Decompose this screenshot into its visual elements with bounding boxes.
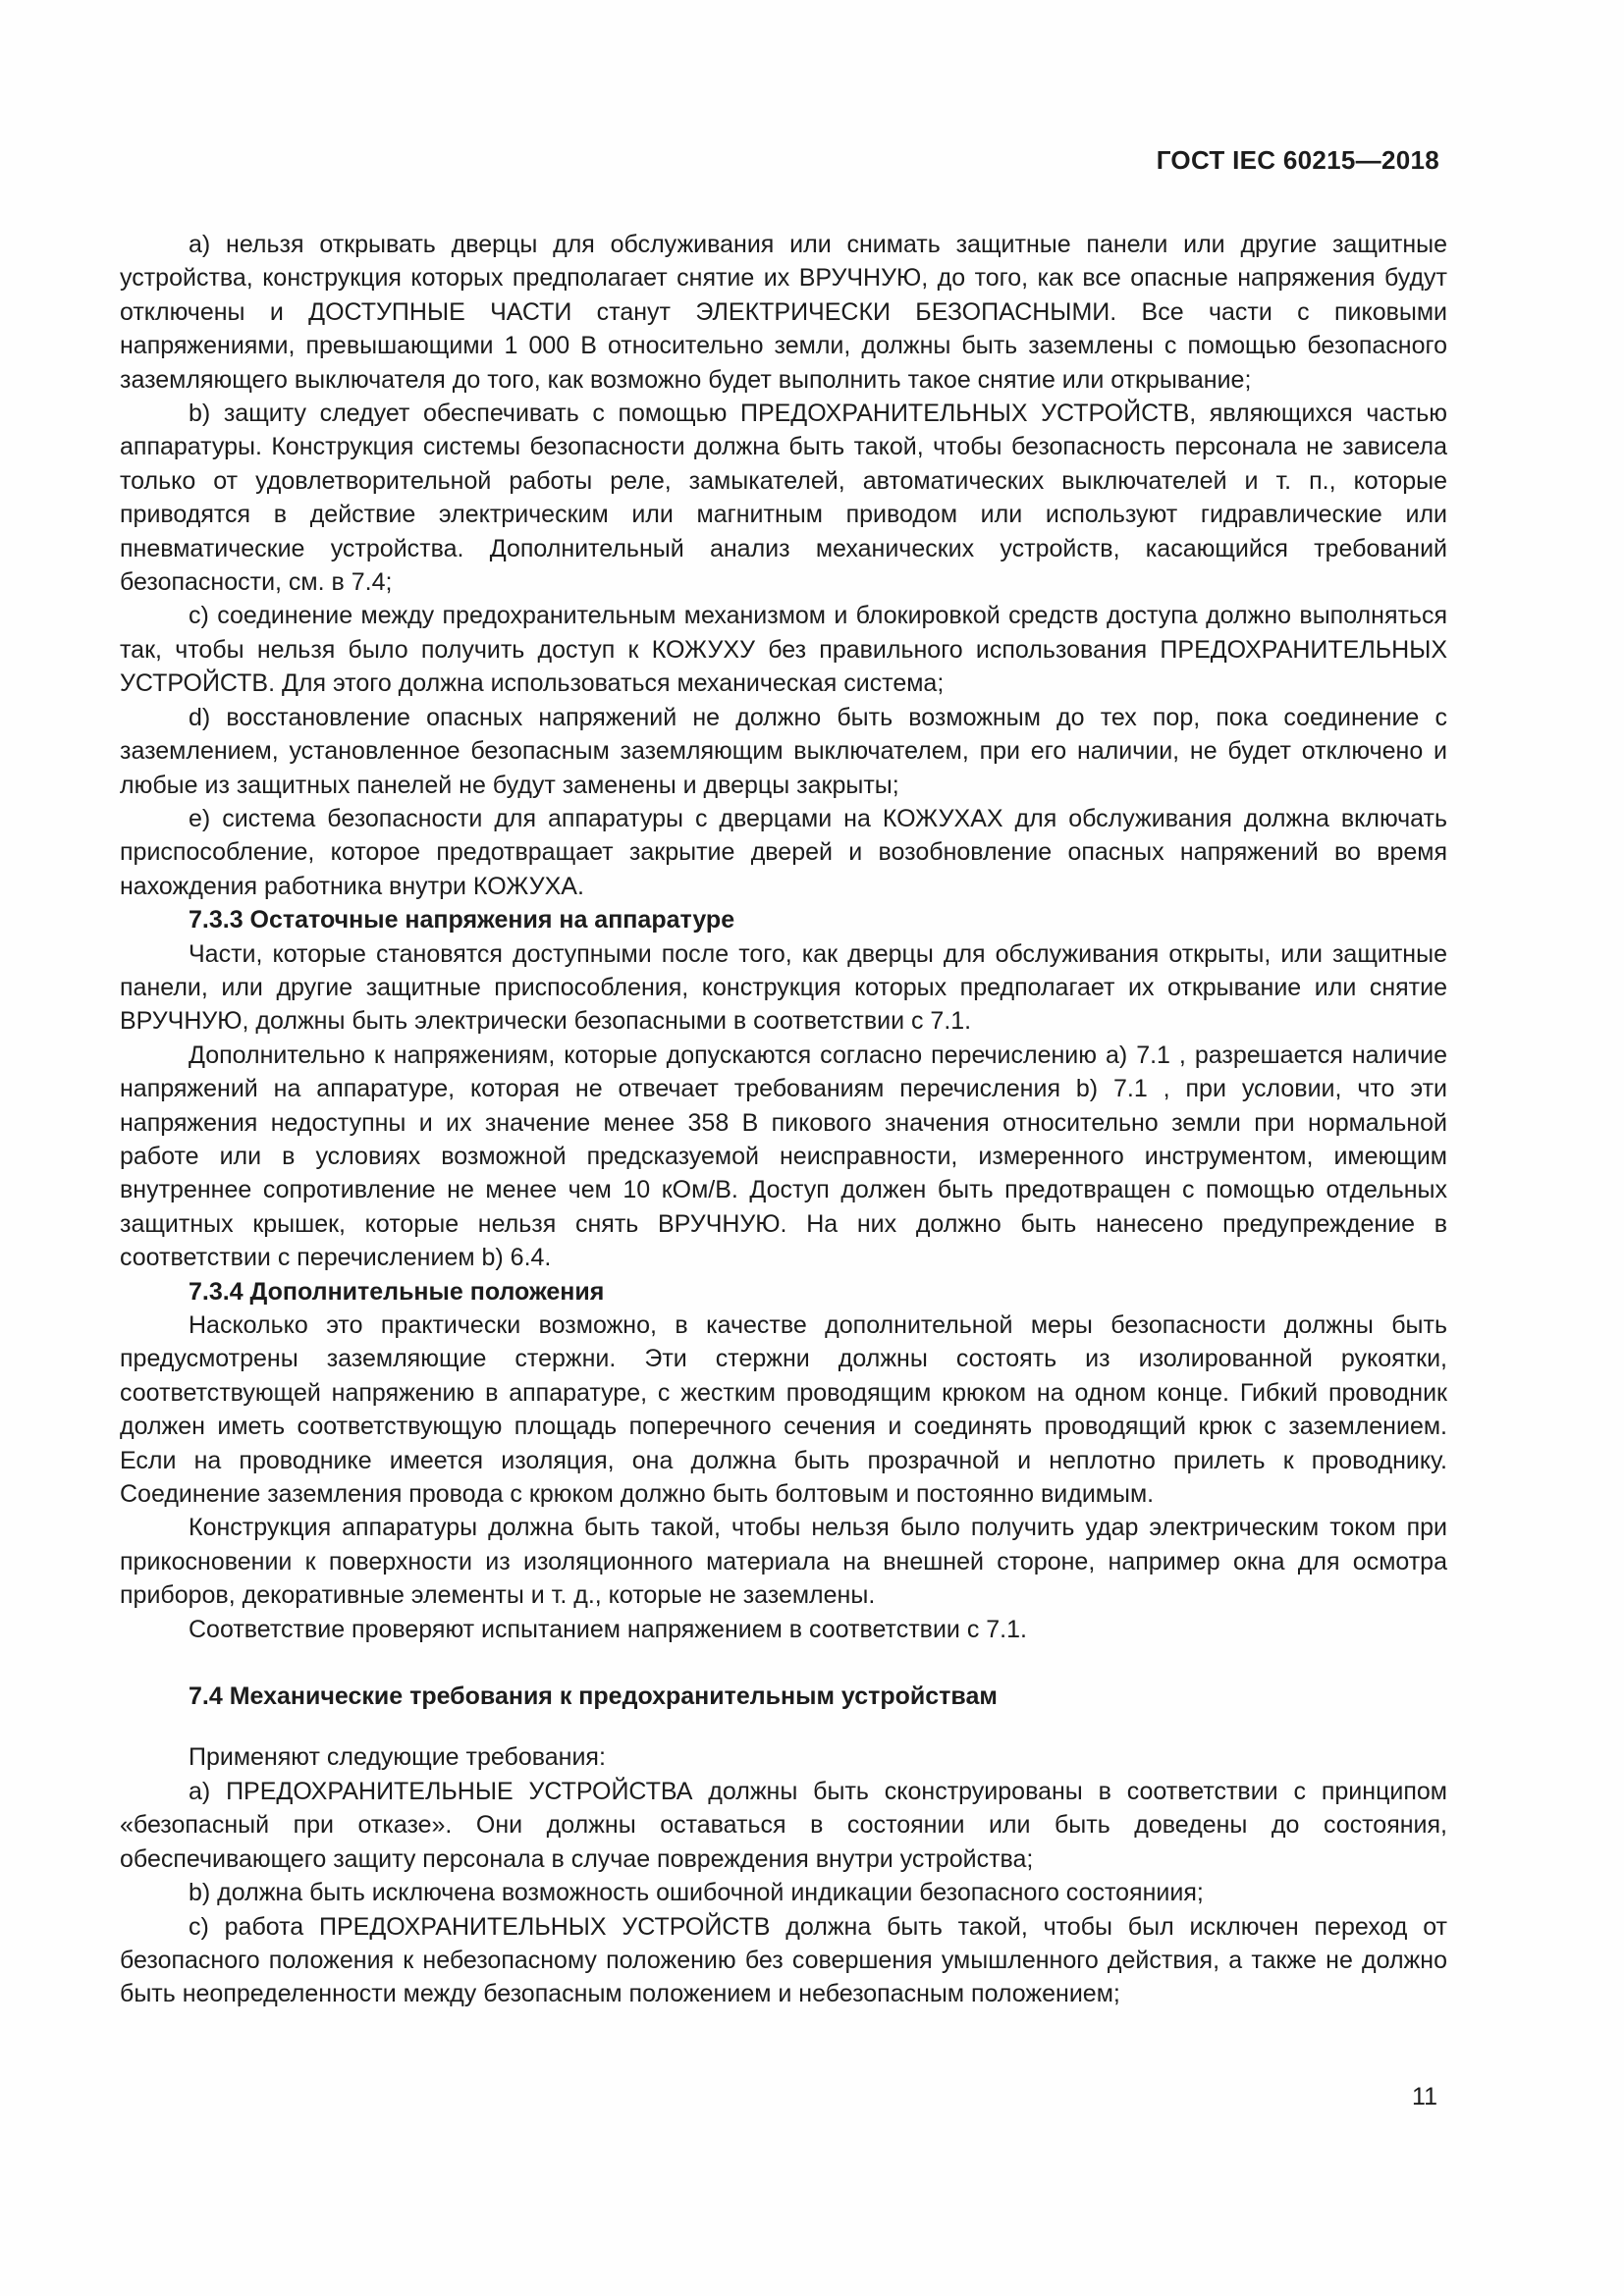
paragraph-7-3-4-compliance: Соответствие проверяют испытанием напряжением в соответствии с 7.1. [189, 1615, 1027, 1643]
item-e-enclosure-doors: е) система безопасности для аппаратуры с дверцами на КОЖУХАХ для обслуживания должна включать приспособление, которое предотвращает закрытие дверей и возобновление опасных напряжений во время нахождения работника внутри КОЖУХА. [120, 804, 1447, 900]
paragraph-7-3-3-additional-voltages: Дополнительно к напряжениям, которые допускаются согласно перечислению а) 7.1 , разрешается наличие напряжений на аппаратуре, которая не отвечает требованиям перечисления b) 7.1 , при условии, что эти напряжения недоступны и их значение менее 358 В пикового значения относительно земли при нормальной работе или в условиях возможной предсказуемой неисправности, измеренного инструментом, имеющим внутреннее сопротивление не менее чем 10 кОм/В. Доступ должен быть предотвращен с помощью отдельных защитных крышек, которые нельзя снять ВРУЧНУЮ. На них должно быть нанесено предупреждение в соответствии с перечислением b) 6.4. [120, 1041, 1447, 1272]
item-7-4-a-fail-safe: а) ПРЕДОХРАНИТЕЛЬНЫЕ УСТРОЙСТВА должны быть сконструированы в соответствии с принципом «безопасный при отказе». Они должны оставаться в состоянии или быть доведены до состояния, обеспечивающего защиту персонала в случае повреждения внутри устройства; [120, 1777, 1447, 1873]
section-heading-7-4: 7.4 Механические требования к предохранительным устройствам [189, 1682, 998, 1711]
document-code-header: ГОСТ IEC 60215—2018 [1156, 145, 1439, 175]
item-d-restore-voltage: d) восстановление опасных напряжений не должно быть возможным до тех пор, пока соединение с заземлением, установленное безопасным заземляющим выключателем, при его наличии, не будет отключено и любые из защитных панелей не будут заменены и дверцы закрыты; [120, 703, 1447, 799]
page-number: 11 [1412, 2083, 1437, 2110]
item-7-4-c-operation: с) работа ПРЕДОХРАНИТЕЛЬНЫХ УСТРОЙСТВ должна быть такой, чтобы был исключен переход от безопасного положения к небезопасному положению без совершения умышленного действия, а также не должно быть неопределенности между безопасным положением и небезопасным положением; [120, 1912, 1447, 2008]
paragraph-7-3-4-insulating-surfaces: Конструкция аппаратуры должна быть такой, чтобы нельзя было получить удар электрическим током при прикосновении к поверхности из изоляционного материала на внешней стороне, например окна для осмотра приборов, декоративные элементы и т. д., которые не заземлены. [120, 1514, 1447, 1610]
paragraph-7-3-3-accessible-parts: Части, которые становятся доступными после того, как дверцы для обслуживания открыты, или защитные панели, или другие защитные приспособления, конструкция которых предполагает их открывание или снятие ВРУЧНУЮ, должны быть электрически безопасными в соответствии с 7.1. [120, 939, 1447, 1036]
paragraph-7-3-4-earthing-rods: Насколько это практически возможно, в качестве дополнительной меры безопасности должны быть предусмотрены заземляющие стержни. Эти стержни должны состоять из изолированной рукоятки, соответствующей напряжению в аппаратуре, с жестким проводящим крюком на одном конце. Гибкий проводник должен иметь соответствующую площадь поперечного сечения и соединять проводящий крюк с заземлением. Если на проводнике имеется изоляция, она должна быть прозрачной и неплотно прилеть к проводнику. Соединение заземления провода с крюком должно быть болтовым и постоянно видимым. [120, 1311, 1447, 1509]
item-7-4-b-indication: b) должна быть исключена возможность ошибочной индикации безопасного состояниия; [189, 1879, 1204, 1907]
paragraph-7-4-intro: Применяют следующие требования: [189, 1743, 606, 1772]
section-heading-7-3-4: 7.3.4 Дополнительные положения [189, 1277, 605, 1306]
item-a-open-doors: а) нельзя открывать дверцы для обслуживания или снимать защитные панели или другие защитные устройства, конструкция которых предполагает снятие их ВРУЧНУЮ, до того, как все опасные напряжения будут отключены и ДОСТУПНЫЕ ЧАСТИ станут ЭЛЕКТРИЧЕСКИ БЕЗОПАСНЫМИ. Все части с пиковыми напряжениями, превышающими 1 000 В относительно земли, должны быть заземлены с помощью безопасного заземляющего выключателя до того, как возможно будет выполнить такое снятие или открывание; [120, 231, 1447, 394]
document-body [120, 228, 1447, 2011]
item-b-safety-devices: b) защиту следует обеспечивать с помощью ПРЕДОХРАНИТЕЛЬНЫХ УСТРОЙСТВ, являющихся частью аппаратуры. Конструкция системы безопасности должна быть такой, чтобы безопасность персонала не зависела только от удовлетворительной работы реле, замыкателей, автоматических выключателей и т. п., которые приводятся в действие электрическим или магнитным приводом или используют гидравлические или пневматические устройства. Дополнительный анализ механических устройств, касающийся требований безопасности, см. в 7.4; [120, 400, 1447, 597]
section-heading-7-3-3: 7.3.3 Остаточные напряжения на аппаратуре [189, 906, 735, 934]
item-c-interlock: с) соединение между предохранительным механизмом и блокировкой средств доступа должно выполняться так, чтобы нельзя было получить доступ к КОЖУХУ без правильного использования ПРЕДОХРАНИТЕЛЬНЫХ УСТРОЙСТВ. Для этого должна использоваться механическая система; [120, 602, 1447, 698]
